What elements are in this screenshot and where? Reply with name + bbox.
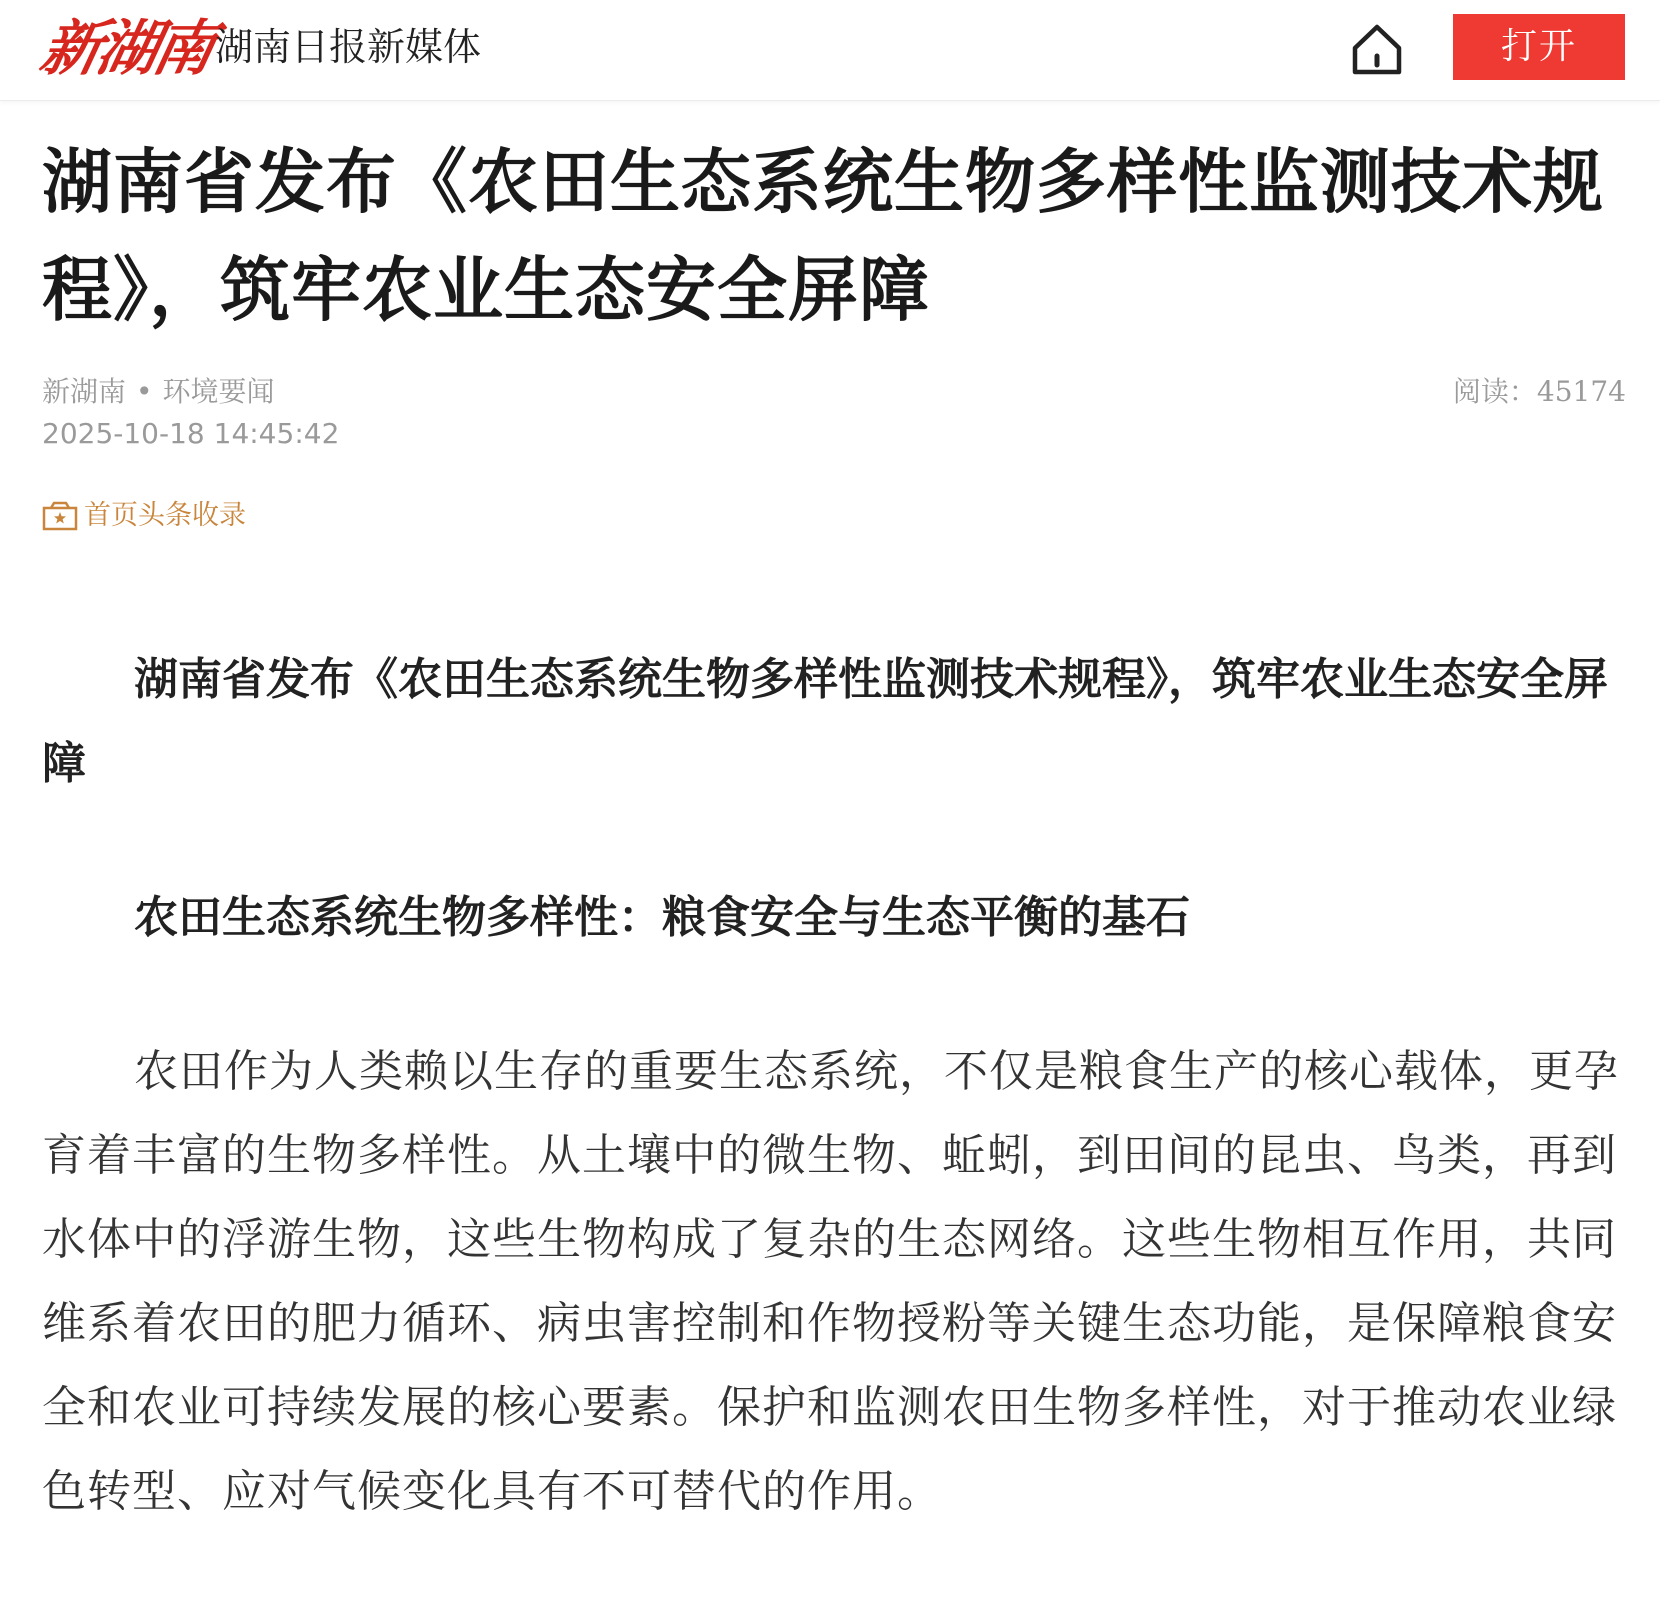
headline-badge-label: 首页头条收录 xyxy=(84,500,246,531)
headline-badge-icon xyxy=(42,501,78,531)
article-source-line xyxy=(42,372,275,412)
read-count: 阅读：45174 xyxy=(1452,375,1626,408)
headline-badge xyxy=(42,496,246,536)
meta-separator: • xyxy=(136,375,153,408)
open-app-button[interactable]: 打开 xyxy=(1453,14,1625,80)
article-body xyxy=(42,638,1626,1534)
top-bar xyxy=(0,0,1660,101)
site-logo[interactable]: 新湖南 xyxy=(34,14,218,84)
article-source[interactable]: 新湖南 xyxy=(42,375,127,408)
article-datetime: 2025-10-18 14:45:42 xyxy=(42,417,340,450)
article-channel[interactable]: 环境要闻 xyxy=(162,375,275,408)
article-title: 湖南省发布《农田生态系统生物多样性监测技术规程》，筑牢农业生态安全屏障 xyxy=(42,140,1604,331)
home-button[interactable] xyxy=(1347,20,1407,80)
brand-subtitle: 湖南日报新媒体 xyxy=(215,25,482,69)
body-paragraph: 农田作为人类赖以生存的重要生态系统，不仅是粮食生产的核心载体，更孕育着丰富的生物多样性。从土壤中的微生物、蚯蚓，到田间的昆虫、鸟类，再到水体中的浮游生物，这些生物构成了复杂的生态网络。这些生物相互作用，共同维系着农田的肥力循环、病虫害控制和作物授粉等关键生态功能，是保障粮食安全和农业可持续发展的核心要素。保护和监测农田生物多样性，对于推动农业绿色转型、应对气候变化具有不可替代的作用。 xyxy=(42,1046,1619,1517)
section-heading: 农田生态系统生物多样性：粮食安全与生态平衡的基石 xyxy=(134,892,1190,943)
lead-heading: 湖南省发布《农田生态系统生物多样性监测技术规程》，筑牢农业生态安全屏障 xyxy=(42,654,1608,789)
home-icon xyxy=(1347,20,1407,80)
